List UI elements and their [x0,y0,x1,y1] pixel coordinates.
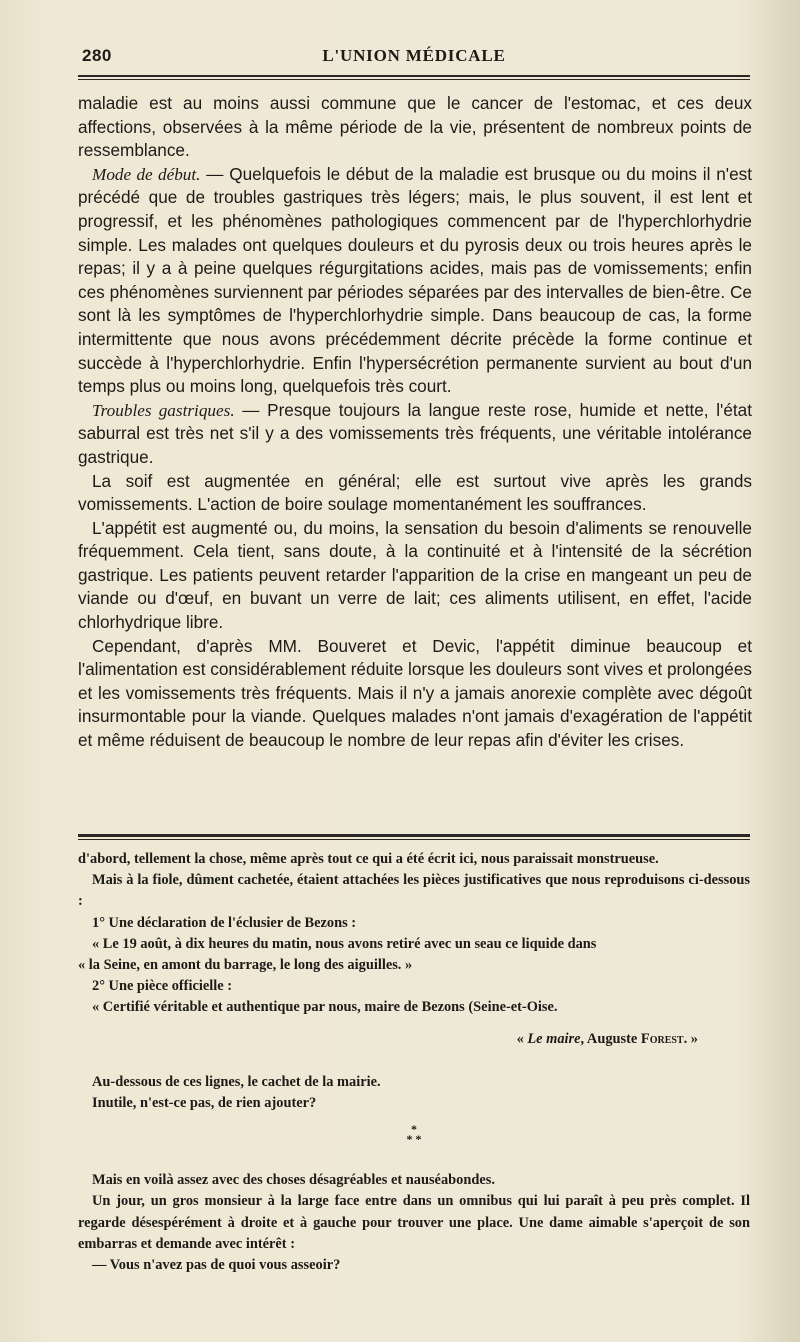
feuilleton-paragraph: 2° Une pièce officielle : [92,978,233,995]
feuilleton-paragraph: Au-dessous de ces lignes, le cachet de la mairie. [92,1073,381,1090]
feuilleton-paragraph: Inutile, n'est-ce pas, de rien ajouter? [92,1095,317,1112]
section-title: Troubles gastriques. [92,400,235,420]
paragraph: Cependant, d'après MM. Bouveret et Devic, l'appétit diminue beaucoup et l'alimentation est considérablement réduite lorsque les douleurs sont vives et prolongées et les vomissements très fréquents. Mais il n'y a jamais anorexie complète avec dégoût insurmontable pour la viande. Quelques malades n'ont jamais d'exagération de l'appétit et même réduisent de beaucoup le nombre de leur repas afin d'éviter les crises. [78,635,752,751]
journal-title: L'UNION MÉDICALE [322,46,506,65]
page-header [78,44,750,74]
feuilleton-paragraph: d'abord, tellement la chose, même après tout ce qui a été écrit ici, nous paraissait monstrueuse. [78,851,659,867]
paragraph: L'appétit est augmenté ou, du moins, la sensation du besoin d'aliments se renouvelle fréquemment. Cela tient, sans doute, à la continuité et à l'intensité de la sécrétion gastrique. Les patients peuvent retarder l'apparition de la crise en mangeant un peu de viande ou d'œuf, en buvant un verre de lait; ces aliments utilisent, en effet, l'acide chlorhydrique libre. [78,517,752,633]
paragraph: La soif est augmentée en général; elle est surtout vive après les grands vomissements. L'action de boire soulage momentanément les souffrances. [78,470,752,515]
paragraph: maladie est au moins aussi commune que le cancer de l'estomac, et ces deux affections, observées à la même période de la vie, présentent de nombreux points de ressemblance. [78,93,752,161]
signature-open: « [516,1030,528,1047]
feuilleton-paragraph: — Vous n'avez pas de quoi vous asseoir? [92,1257,341,1274]
feuilleton-paragraph: Mais en voilà assez avec des choses désagréables et nauséabondes. [92,1172,495,1189]
feuilleton-quote: « la Seine, en amont du barrage, le long des aiguilles. » [78,957,413,974]
signature-close: . » [683,1030,698,1047]
section-separator [78,1122,750,1147]
paragraph-text: — Quelquefois le début de la maladie est brusque ou du moins il n'est précédé que de troubles gastriques très légers; mais, le plus souvent, il est lent et progressif, et les phénomènes pathologiques commencent par de l'hyperchlorhydrie simple. Les malades ont quelques douleurs et du pyrosis deux ou trois heures après le repas; il y a à peine quelques régurgitations acides, mais pas de vomissements; enfin ces phénomènes surviennent par périodes séparées par des intervalles de bien-être. Ce sont là les symptômes de l'hyperchlorhydrie simple. Dans beaucoup de cas, la forme intermittente que nous avons précédemment décrite précède la forme continue et succède à l'hyperchlorhydrie. Enfin l'hypersécrétion permanente survient au bout d'un temps plus ou moins long, quelquefois très court. [78,163,753,397]
paragraph [78,399,752,470]
feuilleton-quote: « Le 19 août, à dix heures du matin, nous avons retiré avec un seau ce liquide dans [92,935,597,952]
feuilleton [78,849,750,1276]
feuilleton-paragraph: Mais à la fiole, dûment cachetée, étaient attachées les pièces justificatives que nous reproduisons ci-dessous : [78,872,750,910]
signature-surname: Forest [640,1030,684,1047]
signature-title: Le maire [527,1030,581,1047]
paragraph [78,163,752,399]
page-number: 280 [82,46,112,65]
separator-star: * [411,1122,417,1137]
paragraph-text: — Presque toujours la langue reste rose, humide et nette, l'état saburral est très net s'il y a des vomissements très fréquents, une véritable intolérance gastrique. [78,399,753,467]
feuilleton-rule [78,834,750,840]
section-title: Mode de début. [92,164,201,184]
header-rule [78,75,750,80]
main-article [78,92,752,753]
signature-name: , Auguste [580,1030,641,1047]
separator-stars: * * [406,1132,422,1147]
feuilleton-paragraph: 1° Une déclaration de l'éclusier de Bezons : [92,914,357,931]
feuilleton-quote: « Certifié véritable et authentique par nous, maire de Bezons (Seine-et-Oise. [92,999,558,1016]
feuilleton-paragraph: Un jour, un gros monsieur à la large face entre dans un omnibus qui lui paraît à peu près complet. Il regarde désespérément à droite et à gauche pour trouver une place. Une dame aimable s'aperçoit de son embarras et demande avec intérêt : [78,1193,750,1252]
signature [78,1029,698,1050]
spacer [78,1050,750,1072]
